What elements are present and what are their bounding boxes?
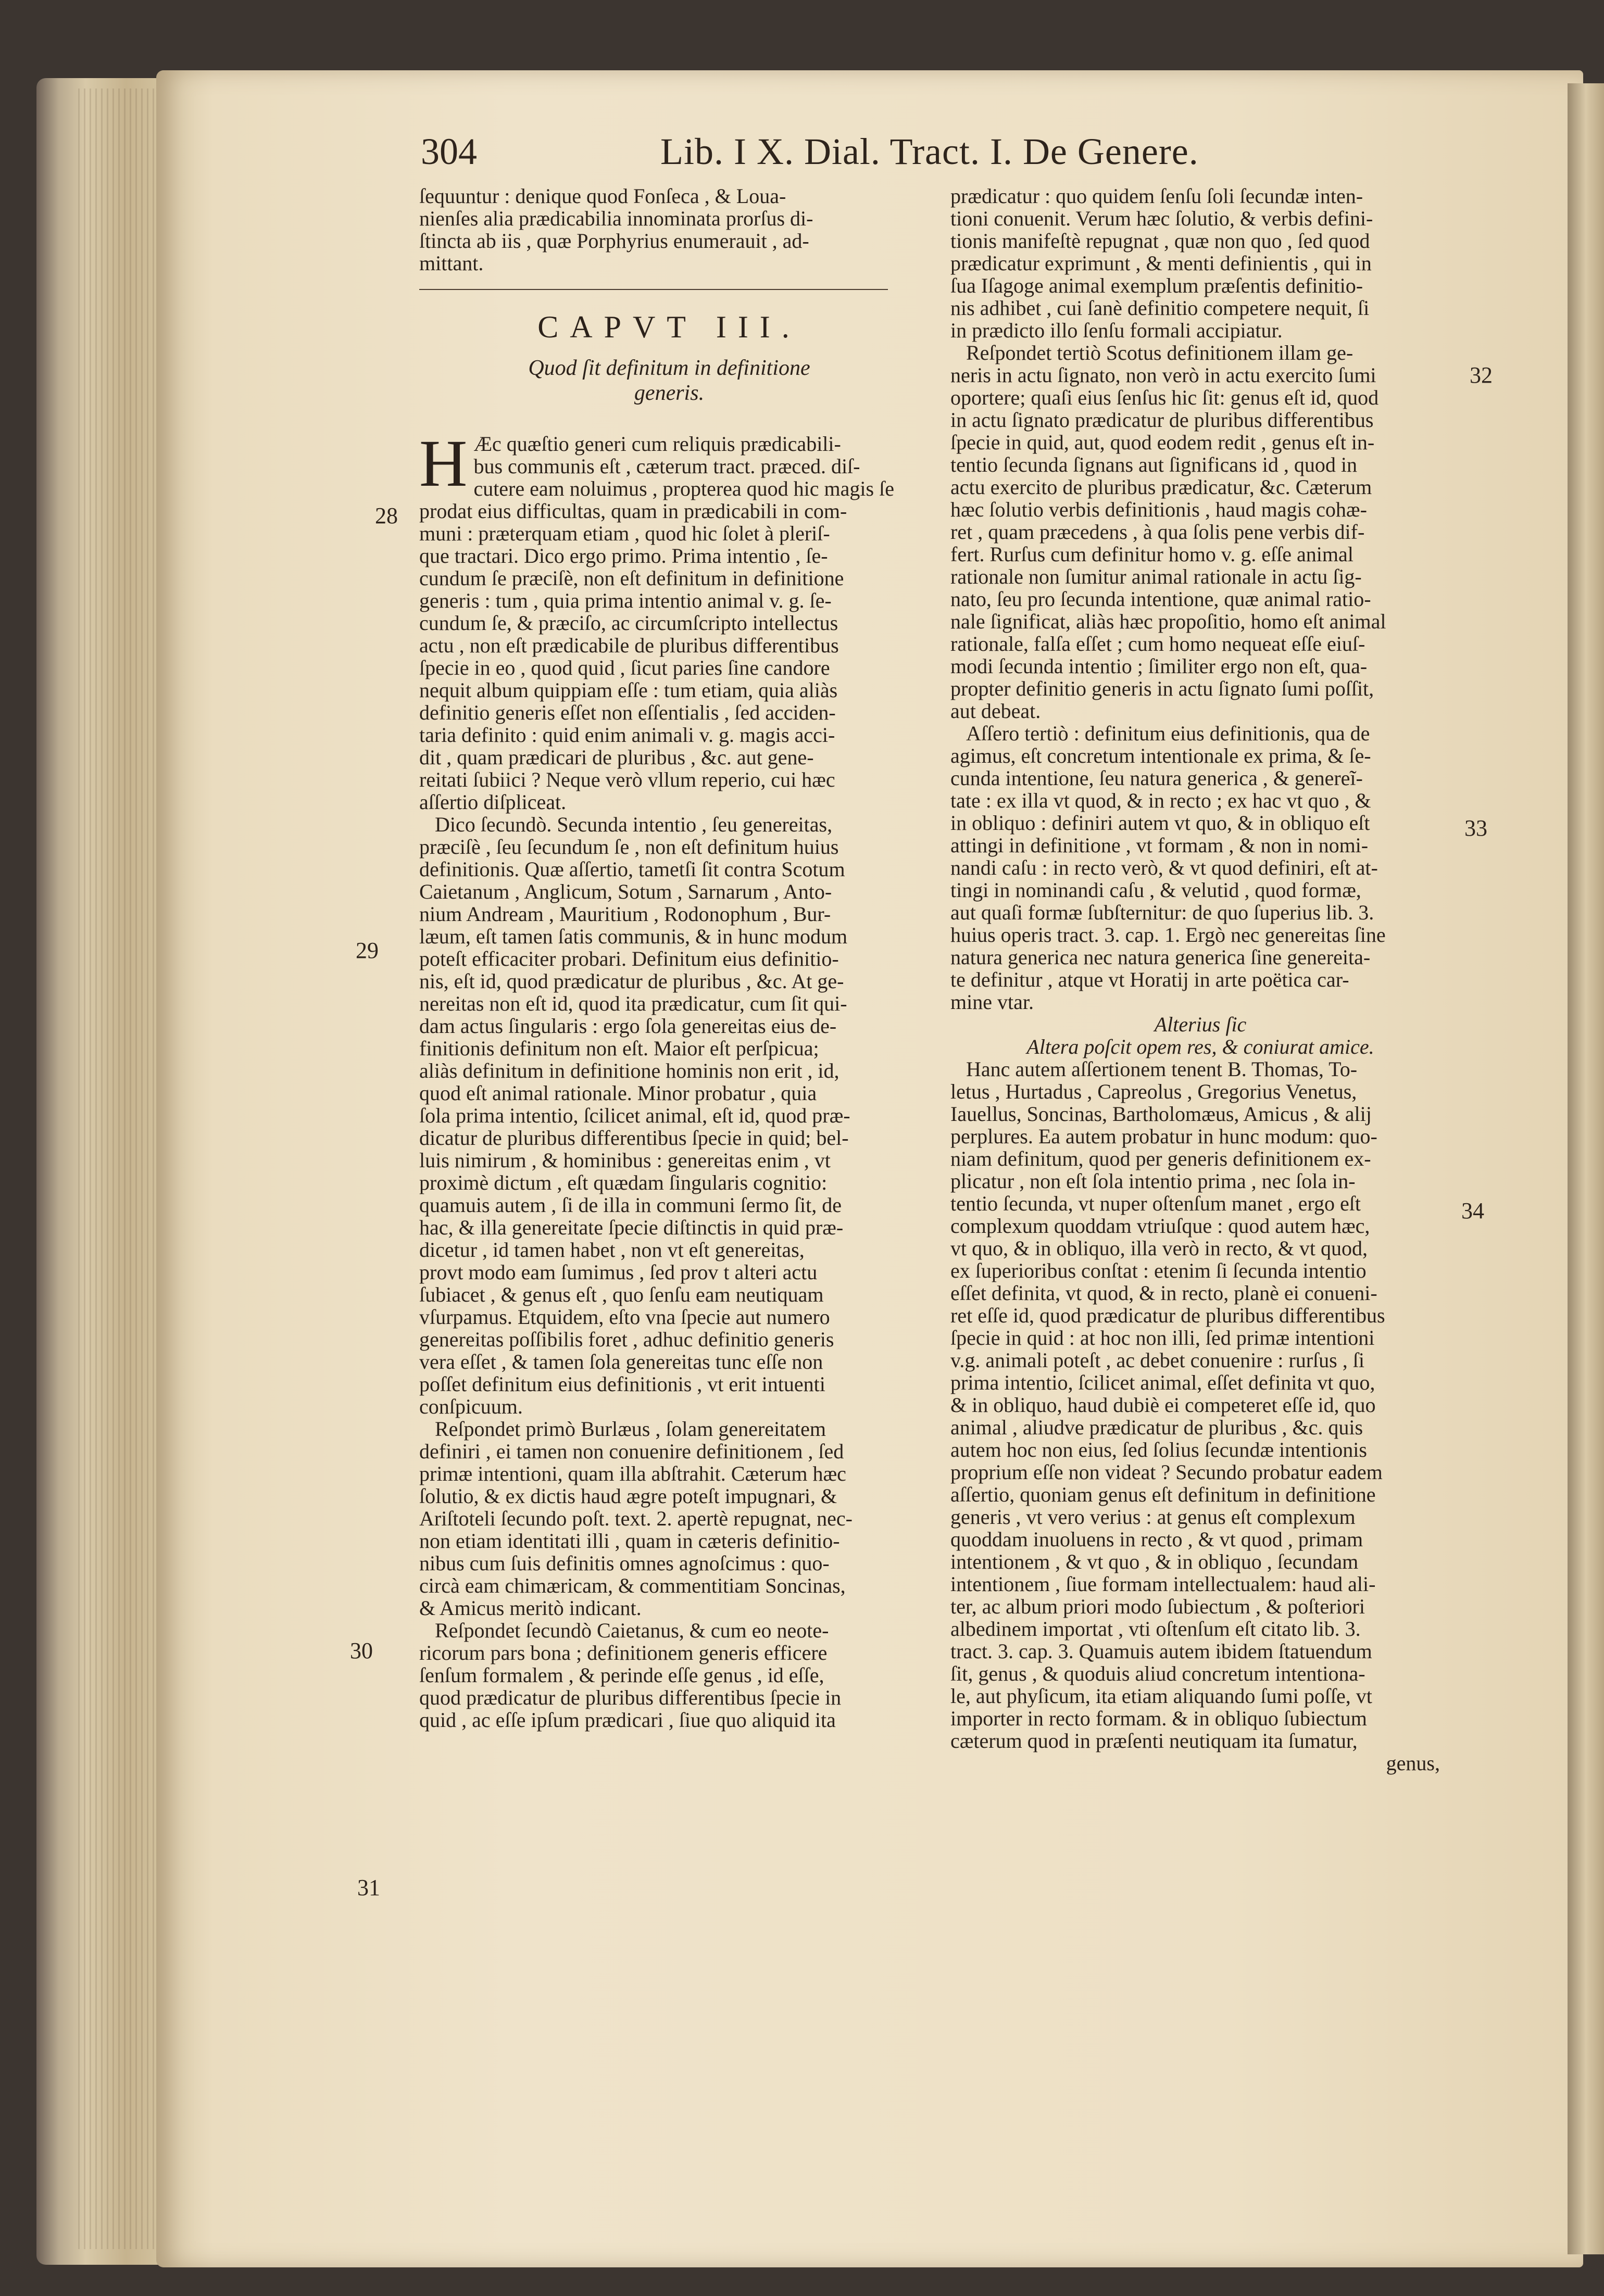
chapter-title: CAPVT III. — [537, 310, 801, 344]
facing-page-edge — [1568, 83, 1604, 2254]
verse-line-1: Alterius ſic — [1154, 1013, 1247, 1036]
margin-number-34: 34 — [1461, 1198, 1484, 1223]
paragraph-31: Reſpondet ſecundò Caietanus, & cum eo neote- ricorum pars bona ; definitionem generis efficere ſenſum formalem , & perinde eſſe genus , id eſſe, quod prædicatur de pluribus differentibus ſpecie in quid , ac eſſe ipſum prædicari , ſiue quo aliquid ita — [419, 1619, 842, 1732]
right-column — [950, 185, 1450, 2247]
margin-number-32: 32 — [1470, 362, 1493, 388]
paragraph-29: Dico ſecundò. Secunda intentio , ſeu genereitas, præciſè , ſeu ſecundum ſe , non eſt definitum huius definitionis. Quæ aſſertio, tametſi ſit contra Scotum Caietanum , Anglicum, Sotum , Sarnarum , Anto- nium Andream , Mauritium , Rodonophum , Bur- læum, eſt tamen ſatis communis, & in hunc modum poteſt efficaciter probari. Definitum eius definitio- nis, eſt id, quod prædicatur de pluribus , &c. At ge- nereitas non eſt id, quod ita prædicatur, cum ſit qui- dam actus ſingularis : ergo ſola genereitas eius de- finitionis definitum non eſt. Maior eſt perſpicua; aliàs definitum in definitione hominis non erit , id, quod eſt animal rationale. Minor probatur , quia ſola prima intentio, ſcilicet animal, eſt id, quod præ- dicatur de pluribus differentibus ſpecie in quid; bel- luis nimirum , & hominibus : genereitas enim , vt proximè dictum , eſt quædam ſingularis cognitio: quamuis autem , ſi de illa in communi ſermo ſit, de hac, & illa genereitate ſpecie diſtinctis in quid præ- dicetur , id tamen habet , non vt eſt genereitas, provt modo eam ſumimus , ſed prov t alteri actu ſubiacet , & genus eſt , quo ſenſu eam neutiquam vſurpamus. Etquidem, eſto vna ſpecie aut numero genereitas poſſibilis foret , adhuc definitio generis vera eſſet , & tamen ſola genereitas tunc eſſe non poſſet definitum eius definitionis , vt erit intuenti conſpicuum. — [419, 813, 850, 1418]
paragraph-34: Hanc autem aſſertionem tenent B. Thomas, To- letus , Hurtadus , Capreolus , Gregorius Venetus, Iauellus, Soncinas, Bartholomæus, Amicus , & alij perplures. Ea autem probatur in hunc modum: quo- niam definitum, quod per generis definitionem ex- plicatur , non eſt ſola intentio prima , nec ſola in- tentio ſecunda, vt nuper oſtenſum manet , ergo eſt complexum quoddam vtriuſque : quod autem hæc, vt quo, & in obliquo, illa verò in recto, & vt quod, ex ſuperioribus conſtat : etenim ſi ſecunda intentio eſſet definita, vt quod, & in recto, planè ei conueni- ret eſſe id, quod prædicatur de pluribus differentibus ſpecie in quid : at hoc non illi, ſed primæ intentioni v.g. animali poteſt , ac debet conuenire : rurſus , ſi prima intentio, ſcilicet animal, eſſet definita vt quo, & in obliquo, haud dubiè ei competeret eſſe id, quo animal , aliudve prædicatur de pluribus , &c. quis autem hoc non eius, ſed ſolius ſecundæ intentionis proprium eſſe non videat ? Secundo probatur eadem aſſertio, quoniam genus eſt definitum in definitione generis , vt vero verius : at genus eſt complexum quoddam inuoluens in recto , & vt quod , primam intentionem , & vt quo , & in obliquo , ſecundam intentionem , ſiue formam intellectualem: haud ali- ter, ac album priori modo ſubiectum , & poſteriori albedinem importat , vti oſtenſum eſt citato lib. 3. tract. 3. cap. 3. Quamuis autem ibidem ſtatuendum ſit, genus , & quoduis aliud concretum intentiona- le, aut phyſicum, ita etiam aliquando ſumi poſſe, vt importer in recto formam. & in obliquo ſubiectum cæterum quod in præſenti neutiquam ita ſumatur, — [950, 1057, 1385, 1752]
paragraph-28: Æc quæſtio generi cum reliquis prædicabili- bus communis eſt , cæterum tract. præced. diſ- cutere eam noluimus , propterea quod hic magis ſe prodat eius difficultas, quam in prædicabili in com- muni : præterquam etiam , quod hic ſolet à pleriſ- que tractari. Dico ergo primo. Prima intentio , ſe- cundum ſe præciſè, non eſt definitum in definitione generis : tum , quia prima intentio animal v. g. ſe- cundum ſe, & præciſo, ac circumſcripto intellectus actu , non eſt prædicabile de pluribus differentibus ſpecie in eo , quod quid , ſicut paries ſine candore nequit album quippiam eſſe : tum etiam, quia aliàs definitio generis eſſet non eſſentialis , ſed acciden- taria definito : quid enim animali v. g. magis acci- dit , quam prædicari de pluribus , &c. aut gene- reitati ſubiici ? Neque verò vllum reperio, cui hæc aſſertio diſpliceat. — [419, 432, 894, 814]
chapter-subtitle: Quod ſit definitum in definitione generis. — [528, 356, 810, 405]
opening-paragraph: ſequuntur : denique quod Fonſeca , & Loua- nienſes alia prædicabilia innominata prorſus di- ſtincta ab iis , quæ Porphyrius enumerauit , ad- mittant. — [419, 184, 813, 275]
margin-number-28: 28 — [375, 503, 398, 528]
verse-line-2: Altera poſcit opem res, & coniurat amice. — [1026, 1035, 1374, 1058]
drop-cap: H — [419, 426, 468, 500]
paragraph-33: Aſſero tertiò : definitum eius definitionis, qua de agimus, eſt concretum intentionale ex prima, & ſe- cunda intentione, ſeu natura generica , & genereĩ- tate : ex illa vt quod, & in recto ; ex hac vt quo , & in obliquo : definiri autem vt quo, & in obliquo eſt attingi in definitione , vt formam , & non in nomi- nandi caſu : in recto verò, & vt quod definiri, eſt at- tingi in nominandi caſu , & velutid , quod formæ, aut quaſi formæ ſubſternitur: de quo ſuperius lib. 3. huius operis tract. 3. cap. 1. Ergò nec genereitas ſine natura generica nec natura generica ſine genereita- te definitur , atque vt Horatij in arte poëtica car- mine vtar. — [950, 722, 1386, 1014]
chapter-rule — [419, 289, 888, 290]
margin-number-30: 30 — [350, 1638, 373, 1663]
page-header — [421, 130, 1410, 177]
paragraph-32: Reſpondet tertiò Scotus definitionem illam ge- neris in actu ſignato, non verò in actu exercito ſumi oportere; quaſi eius ſenſus hic ſit: genus eſt id, quod in actu ſignato prædicatur de pluribus differentibus ſpecie in quid, aut, quod eodem redit , genus eſt in- tentio ſecunda ſignans aut ſignificans id , quod in actu exercito de pluribus prædicatur, &c. Cæterum hæc ſolutio verbis definitionis , haud magis cohæ- ret , quam præcedens , à qua ſolis pene verbis dif- fert. Rurſus cum definitur homo v. g. eſſe animal rationale non ſumitur animal rationale in actu ſig- nato, ſeu pro ſecunda intentione, quæ animal ratio- nale ſignificat, aliàs hæc propoſitio, homo eſt animal rationale, falſa eſſet ; cum homo nequeat eſſe eiuſ- modi ſecunda intentio ; ſimiliter ergo non eſt, qua- propter definitio generis in actu ſignato ſumi poſſit, aut debeat. — [950, 341, 1386, 723]
paragraph-30: Reſpondet primò Burlæus , ſolam genereitatem definiri , ei tamen non conuenire definitionem , ſed primæ intentioni, quam illa abſtrahit. Cæterum hæc ſolutio, & ex dictis haud ægre poteſt impugnari, & Ariſtoteli ſecundo poſt. text. 2. apertè repugnat, nec- non etiam identitati illi , quam in cæteris definitio- nibus cum ſuis definitis omnes agnoſcimus : quo- circà eam chimæricam, & commentitiam Soncinas, & Amicus meritò indicant. — [419, 1417, 853, 1620]
running-head: Lib. I X. Dial. Tract. I. De Genere. — [660, 131, 1199, 172]
page-number: 304 — [421, 131, 477, 172]
catchword: genus, — [1386, 1751, 1440, 1775]
margin-number-29: 29 — [356, 938, 379, 963]
margin-number-31: 31 — [357, 1875, 380, 1900]
paragraph-31-continued: prædicatur : quo quidem ſenſu ſoli ſecundæ inten- tioni conuenit. Verum hæc ſolutio, & verbis defini- tionis manifeſtè repugnat , quæ non quo , ſed quod prædicatur exprimunt , & menti definientis , qui in ſua Iſagoge animal exemplum præſentis definitio- nis adhibet , cui ſanè definitio competere nequit, ſi in prædicto illo ſenſu formali accipiatur. — [950, 184, 1373, 342]
left-column — [419, 185, 919, 2247]
margin-number-33: 33 — [1464, 815, 1487, 841]
